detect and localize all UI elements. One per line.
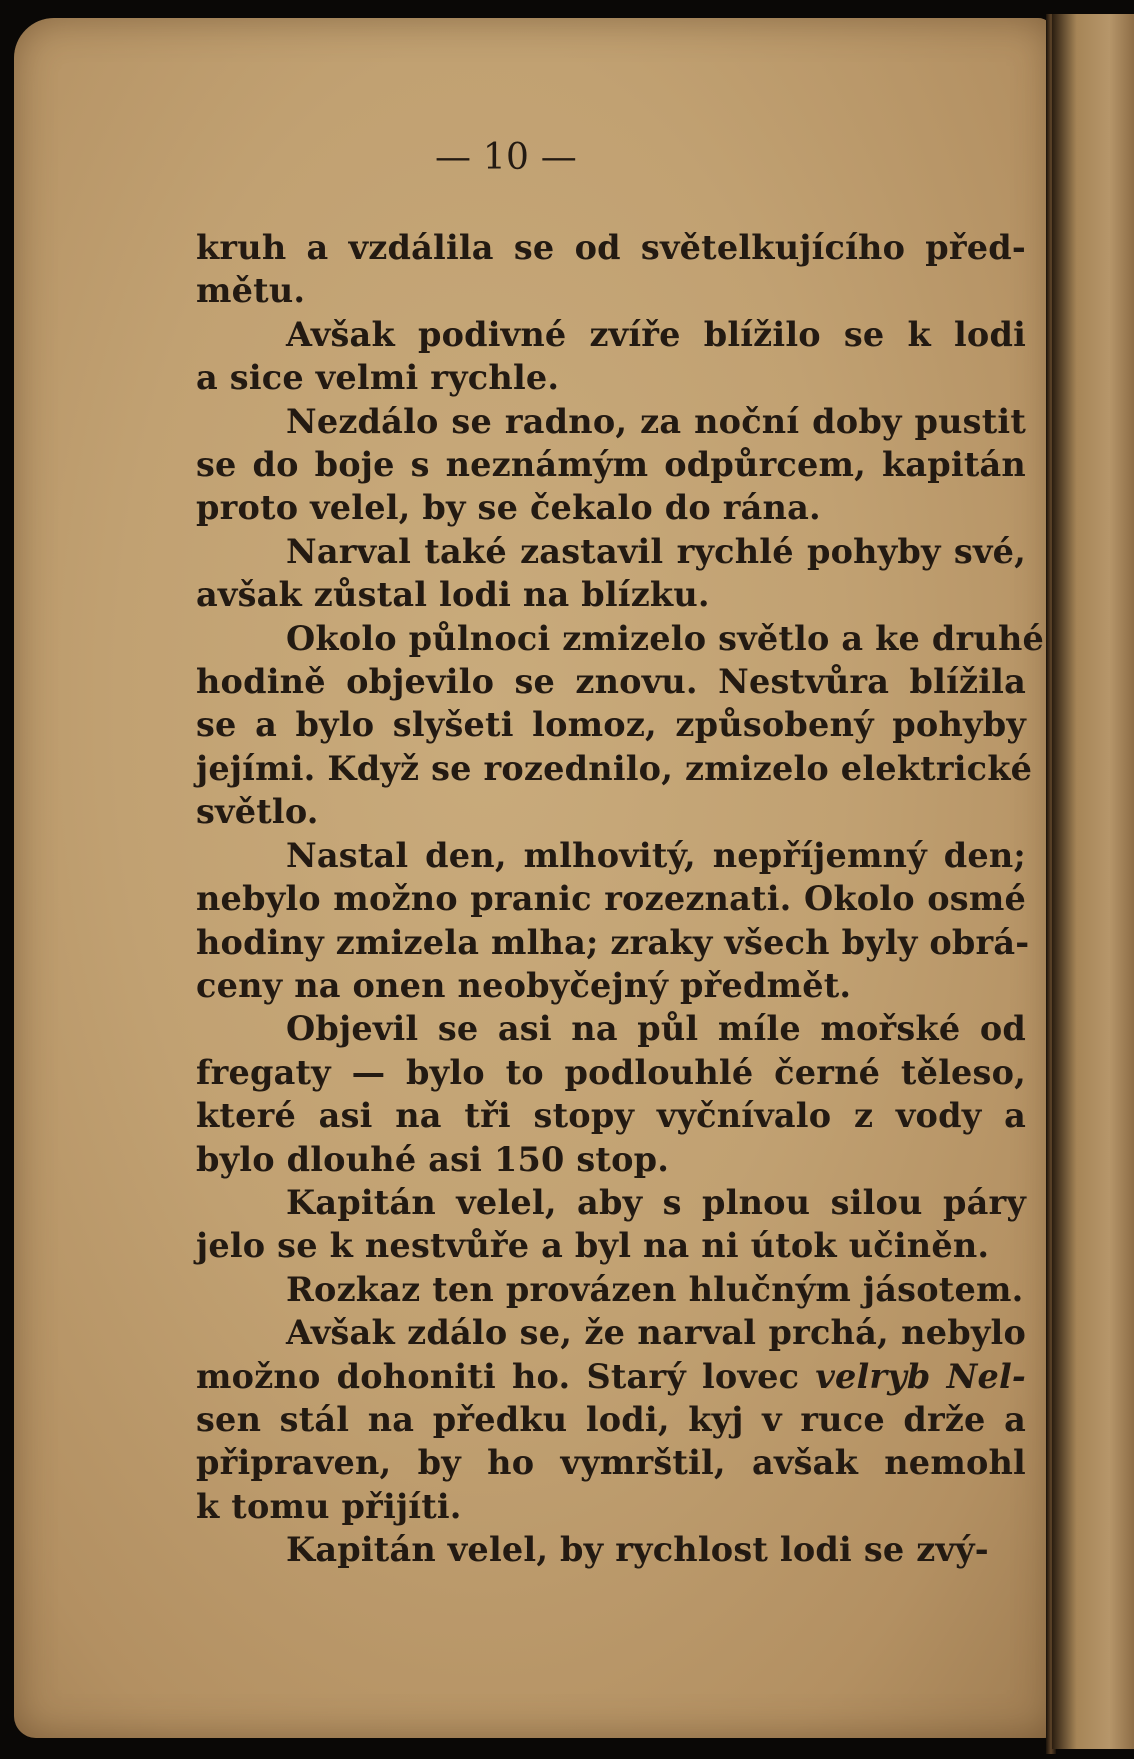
text-line: se do boje s neznámým odpůrcem, kapitán (196, 445, 1026, 485)
paragraph (196, 1007, 1026, 1181)
text-line: světlo. (196, 792, 319, 832)
text-line: bylo dlouhé asi 150 stop. (196, 1139, 670, 1179)
text-line: Nastal den, mlhovitý, nepříjemný den; (286, 835, 1026, 875)
text-line: proto velel, by se čekalo do rána. (196, 488, 821, 528)
paragraph (196, 313, 1026, 400)
text-line: jelo se k nestvůře a byl na ni útok učiněn. (196, 1226, 990, 1266)
text-line: Objevil se asi na půl míle mořské od (286, 1009, 1026, 1049)
body-text (196, 226, 1045, 1572)
paragraph (196, 1311, 1026, 1528)
text-line: Kapitán velel, aby s plnou silou páry (286, 1182, 1026, 1222)
paragraph (196, 1181, 1026, 1268)
text-line: možno dohoniti ho. Starý lovec velryb Nel- (196, 1356, 1026, 1396)
text-line: Narval také zastavil rychlé pohyby své, (286, 531, 1026, 571)
paragraph (196, 1268, 1026, 1311)
text-line: avšak zůstal lodi na blízku. (196, 575, 710, 615)
text-line: ceny na onen neobyčejný předmět. (196, 965, 852, 1005)
text-line: připraven, by ho vymrštil, avšak nemohl (196, 1443, 1026, 1483)
text-line: kruh a vzdálila se od světelkujícího před- (196, 228, 1026, 267)
italic-name: velryb Nel- (815, 1356, 1026, 1396)
page-text (196, 128, 1045, 1572)
paragraph (196, 530, 1026, 617)
paragraph (196, 617, 1045, 834)
text-line: Nezdálo se radno, za noční doby pustit (286, 401, 1026, 441)
adjacent-page-edge (1052, 14, 1134, 1749)
text-line: Avšak podivné zvíře blížilo se k lodi (286, 314, 1026, 354)
text-line: a sice velmi rychle. (196, 358, 560, 398)
text-line: hodině objevilo se znovu. Nestvůra blížila (196, 662, 1026, 702)
text-line: jejími. Když se rozednilo, zmizelo elektrické (196, 748, 1033, 788)
text-line: Rozkaz ten provázen hlučným jásotem. (286, 1269, 1024, 1309)
text-line: Kapitán velel, by rychlost lodi se zvý- (286, 1530, 989, 1570)
text-line: fregaty — bylo to podlouhlé černé těleso, (196, 1052, 1026, 1092)
text-line: nebylo možno pranic rozeznati. Okolo osmé (196, 879, 1026, 919)
text-line: které asi na tři stopy vyčnívalo z vody a (196, 1096, 1026, 1136)
page-number: — 10 — (435, 137, 577, 178)
text-line: Okolo půlnoci zmizelo světlo a ke druhé (286, 618, 1045, 658)
paragraph (196, 834, 1030, 1008)
text-line: Avšak zdálo se, že narval prchá, nebylo (286, 1313, 1026, 1353)
text-line: k tomu přijíti. (196, 1486, 462, 1526)
text-line: mětu. (196, 271, 306, 311)
paragraph (196, 400, 1026, 530)
text-line: se a bylo slyšeti lomoz, způsobený pohyby (196, 705, 1026, 745)
text-line: sen stál na předku lodi, kyj v ruce drže a (196, 1399, 1026, 1439)
text-line: hodiny zmizela mlha; zraky všech byly obrá- (196, 922, 1030, 962)
paragraph (196, 226, 1026, 313)
paragraph (196, 1528, 1026, 1571)
